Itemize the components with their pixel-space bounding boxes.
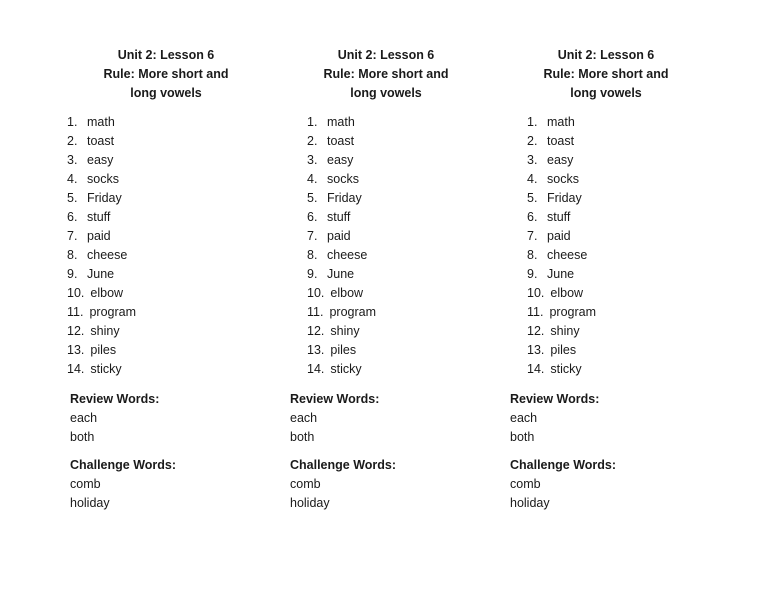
word-text: cheese [327,248,368,262]
challenge-words-list [290,475,496,513]
word-number: 13. [67,343,85,357]
spelling-word-item [67,227,276,246]
spelling-word-item [527,284,716,303]
rule-title-line1: Rule: More short and [323,67,449,81]
spelling-word-item [67,341,276,360]
word-number: 7. [67,229,78,243]
spelling-word-item [307,132,496,151]
word-text: paid [87,229,111,243]
word-number: 5. [67,191,78,205]
word-text: stuff [327,210,351,224]
word-text: comb [290,477,321,491]
review-words-heading: Review Words: [70,392,160,406]
word-number: 4. [307,172,318,186]
word-text: sticky [330,362,362,376]
word-text: socks [87,172,119,186]
word-number: 8. [307,248,318,262]
column-header [56,46,276,103]
word-text: comb [510,477,541,491]
word-text: socks [327,172,359,186]
column-header [496,46,716,103]
word-number: 3. [527,153,538,167]
word-text: Friday [87,191,122,205]
word-number: 1. [67,115,78,129]
spelling-word-item [67,322,276,341]
spelling-word-item [527,227,716,246]
word-text: toast [547,134,575,148]
word-text: June [327,267,355,281]
word-number: 9. [67,267,78,281]
word-number: 11. [67,305,84,319]
word-text: easy [327,153,354,167]
spelling-word-item [307,151,496,170]
spelling-word-list [307,113,496,379]
spelling-word-item [67,284,276,303]
spelling-word-item [527,322,716,341]
challenge-words-list [510,475,716,513]
word-number: 4. [527,172,538,186]
spelling-word-item [67,246,276,265]
word-text: easy [87,153,114,167]
spelling-word-item [527,303,716,322]
spelling-word-item [307,265,496,284]
spelling-word-item [67,265,276,284]
challenge-words-section [70,456,276,513]
word-number: 13. [307,343,325,357]
word-number: 2. [527,134,538,148]
word-number: 12. [527,324,545,338]
word-text: cheese [87,248,128,262]
word-text: stuff [547,210,571,224]
word-number: 14. [67,362,85,376]
spelling-word-item [527,246,716,265]
word-text: holiday [290,496,330,510]
spelling-word-item [67,132,276,151]
spelling-word-item [527,341,716,360]
challenge-words-heading: Challenge Words: [70,458,177,472]
word-text: socks [547,172,579,186]
word-number: 8. [67,248,78,262]
word-text: elbow [330,286,364,300]
rule-title-line2: long vowels [130,86,202,100]
word-number: 6. [307,210,318,224]
word-number: 9. [527,267,538,281]
rule-title-line2: long vowels [350,86,422,100]
word-text: elbow [90,286,124,300]
review-words-heading: Review Words: [290,392,380,406]
word-text: each [70,411,98,425]
word-text: math [327,115,355,129]
word-number: 1. [307,115,318,129]
spelling-word-item [307,113,496,132]
rule-title-line1: Rule: More short and [543,67,669,81]
word-text: both [70,430,95,444]
word-text: each [510,411,538,425]
word-number: 3. [67,153,78,167]
spelling-word-item [527,151,716,170]
word-number: 9. [307,267,318,281]
spelling-word-item [527,189,716,208]
spelling-word-item [307,208,496,227]
word-number: 10. [527,286,545,300]
word-text: Friday [547,191,582,205]
word-text: both [290,430,315,444]
word-number: 11. [527,305,544,319]
word-number: 12. [307,324,325,338]
review-words-section [290,390,496,447]
spelling-word-item [527,208,716,227]
word-text: shiny [330,324,360,338]
word-text: June [87,267,115,281]
unit-lesson-title: Unit 2: Lesson 6 [117,48,215,62]
review-words-list [290,409,496,447]
spelling-word-item [307,360,496,379]
word-text: elbow [550,286,584,300]
word-number: 5. [527,191,538,205]
column-header [276,46,496,103]
word-number: 7. [527,229,538,243]
spelling-word-list [67,113,276,379]
word-number: 5. [307,191,318,205]
spelling-word-item [67,113,276,132]
word-number: 3. [307,153,318,167]
spelling-word-item [307,303,496,322]
word-text: shiny [550,324,580,338]
word-number: 1. [527,115,538,129]
word-number: 4. [67,172,78,186]
word-text: easy [547,153,574,167]
word-text: math [87,115,115,129]
word-text: cheese [547,248,588,262]
review-words-section [510,390,716,447]
spelling-word-item [527,265,716,284]
word-number: 6. [67,210,78,224]
word-text: comb [70,477,101,491]
word-text: sticky [550,362,582,376]
spelling-word-item [527,113,716,132]
rule-title-line2: long vowels [570,86,642,100]
spelling-word-item [307,246,496,265]
word-text: both [510,430,535,444]
word-list-column-3 [496,46,716,522]
spelling-word-item [307,322,496,341]
word-number: 14. [307,362,325,376]
spelling-word-item [527,170,716,189]
word-text: toast [327,134,355,148]
word-text: piles [90,343,117,357]
word-number: 7. [307,229,318,243]
word-text: sticky [90,362,122,376]
word-number: 8. [527,248,538,262]
challenge-words-section [290,456,496,513]
word-number: 12. [67,324,85,338]
review-words-list [510,409,716,447]
word-number: 10. [307,286,325,300]
word-number: 11. [307,305,324,319]
spelling-word-item [527,132,716,151]
word-text: math [547,115,575,129]
word-text: June [547,267,575,281]
word-text: program [549,305,596,319]
word-number: 6. [527,210,538,224]
word-list-column-2 [276,46,496,522]
unit-lesson-title: Unit 2: Lesson 6 [337,48,435,62]
word-text: holiday [510,496,550,510]
word-text: toast [87,134,115,148]
spelling-word-item [67,303,276,322]
review-words-section [70,390,276,447]
word-text: Friday [327,191,362,205]
word-text: stuff [87,210,111,224]
word-number: 14. [527,362,545,376]
challenge-words-section [510,456,716,513]
word-text: shiny [90,324,120,338]
spelling-word-item [307,227,496,246]
word-text: holiday [70,496,110,510]
word-text: paid [547,229,571,243]
word-text: paid [327,229,351,243]
word-number: 13. [527,343,545,357]
spelling-word-item [307,284,496,303]
word-number: 10. [67,286,85,300]
spelling-word-item [67,170,276,189]
word-text: program [89,305,136,319]
word-number: 2. [67,134,78,148]
spelling-word-item [307,341,496,360]
spelling-word-item [67,360,276,379]
word-text: piles [330,343,357,357]
unit-lesson-title: Unit 2: Lesson 6 [557,48,655,62]
challenge-words-heading: Challenge Words: [510,458,617,472]
spelling-word-item [527,360,716,379]
review-words-heading: Review Words: [510,392,600,406]
spelling-word-list [527,113,716,379]
spelling-word-item [307,170,496,189]
word-text: each [290,411,318,425]
spelling-word-item [67,189,276,208]
word-number: 2. [307,134,318,148]
spelling-word-item [67,151,276,170]
spelling-word-item [67,208,276,227]
word-text: program [329,305,376,319]
challenge-words-list [70,475,276,513]
rule-title-line1: Rule: More short and [103,67,229,81]
spelling-word-item [307,189,496,208]
challenge-words-heading: Challenge Words: [290,458,397,472]
word-text: piles [550,343,577,357]
word-list-column-1 [56,46,276,522]
review-words-list [70,409,276,447]
